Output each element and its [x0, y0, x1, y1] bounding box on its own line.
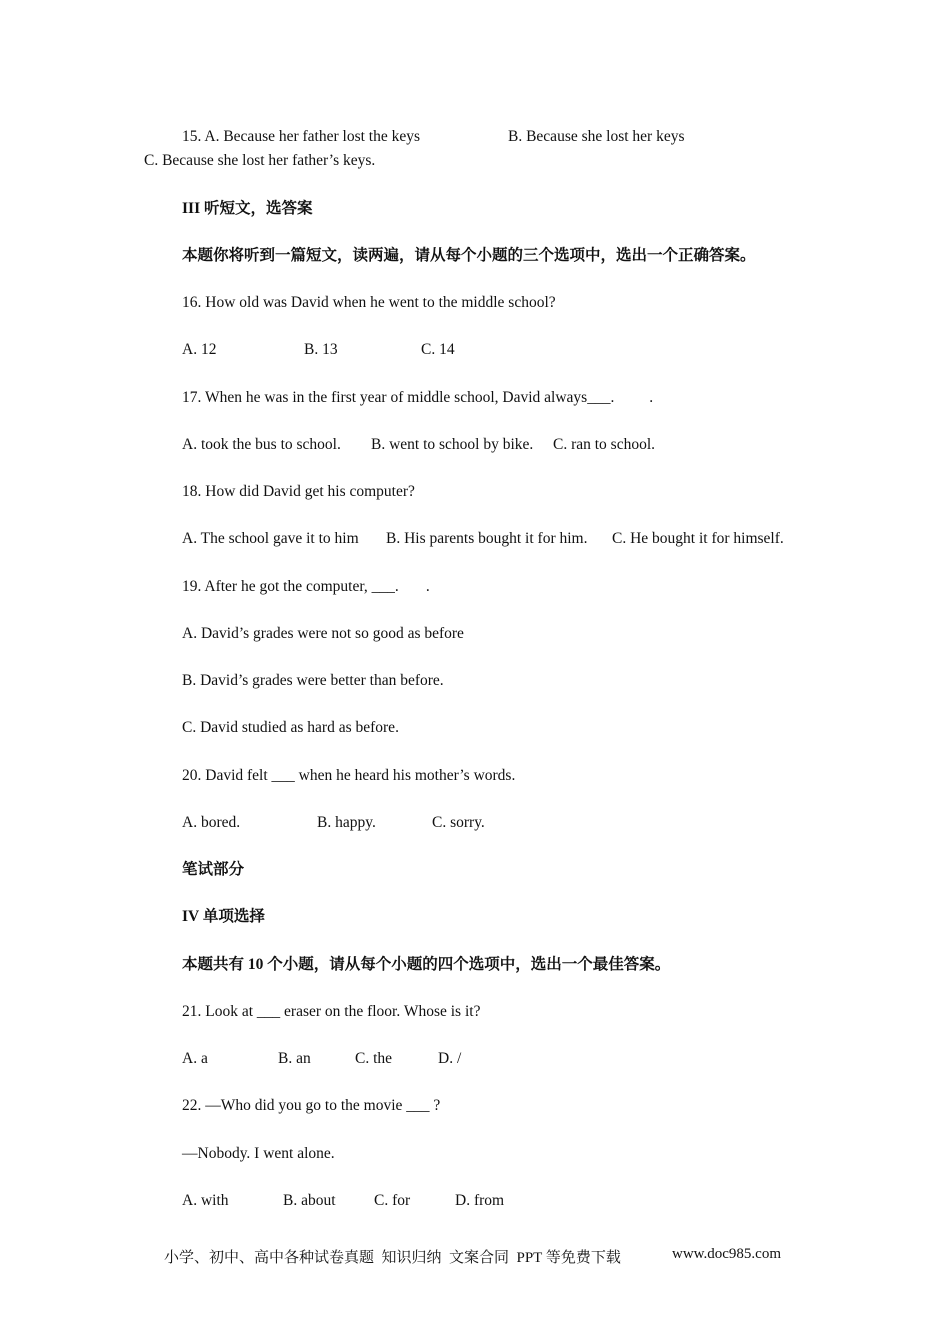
q16-option-b: B. 13: [304, 341, 338, 358]
footer-url[interactable]: www.doc985.com: [672, 1246, 782, 1262]
q22-option-c: C. for: [374, 1192, 411, 1209]
q22-option-b: B. about: [283, 1192, 336, 1209]
section4-instruction: 本题共有 10 个小题，请从每个小题的四个选项中，选出一个最佳答案。: [182, 956, 671, 973]
q21-option-c: C. the: [355, 1050, 393, 1067]
q17-option-b: B. went to school by bike.: [371, 436, 534, 453]
q22-reply: —Nobody. I went alone.: [182, 1145, 335, 1162]
footer-text: 小学、初中、高中各种试卷真题 知识归纳 文案合同 PPT 等免费下载: [164, 1250, 621, 1266]
q20-option-b: B. happy.: [317, 814, 376, 831]
q15-option-b: B. Because she lost her keys: [508, 128, 685, 145]
q20-option-c: C. sorry.: [432, 814, 485, 831]
q21-option-a: A. a: [182, 1050, 208, 1067]
q18-option-b: B. His parents bought it for him.: [386, 530, 588, 547]
q21-option-d: D. /: [438, 1050, 462, 1067]
section4-title: IV 单项选择: [182, 908, 265, 925]
q15-option-c: C. Because she lost her father’s keys.: [144, 152, 376, 169]
q21-option-b: B. an: [278, 1050, 311, 1067]
q19-option-c: C. David studied as hard as before.: [182, 719, 399, 736]
q18-question: 18. How did David get his computer?: [182, 483, 415, 500]
q17-question: 17. When he was in the first year of middle school, David always___. .: [182, 389, 654, 406]
q18-option-a: A. The school gave it to him: [182, 530, 359, 547]
q22-question: 22. —Who did you go to the movie ___ ?: [182, 1097, 441, 1114]
q16-question: 16. How old was David when he went to the middle school?: [182, 294, 556, 311]
section3-title: III 听短文，选答案: [182, 200, 313, 217]
written-section-title: 笔试部分: [182, 861, 245, 878]
q18-option-c: C. He bought it for himself.: [612, 530, 784, 547]
q19-option-a: A. David’s grades were not so good as before: [182, 625, 464, 642]
q17-option-c: C. ran to school.: [553, 436, 656, 453]
section3-instruction: 本题你将听到一篇短文，读两遍，请从每个小题的三个选项中，选出一个正确答案。: [182, 247, 756, 264]
q22-option-d: D. from: [455, 1192, 505, 1209]
q19-option-b: B. David’s grades were better than before.: [182, 672, 444, 689]
q21-question: 21. Look at ___ eraser on the floor. Whose is it?: [182, 1003, 481, 1020]
q17-option-a: A. took the bus to school.: [182, 436, 341, 453]
q22-option-a: A. with: [182, 1192, 229, 1209]
q16-option-c: C. 14: [421, 341, 455, 358]
q20-option-a: A. bored.: [182, 814, 241, 831]
q16-option-a: A. 12: [182, 341, 217, 358]
q19-question: 19. After he got the computer, ___. .: [182, 578, 430, 595]
q15-option-a: 15. A. Because her father lost the keys: [182, 128, 421, 145]
q20-question: 20. David felt ___ when he heard his mother’s words.: [182, 767, 516, 784]
